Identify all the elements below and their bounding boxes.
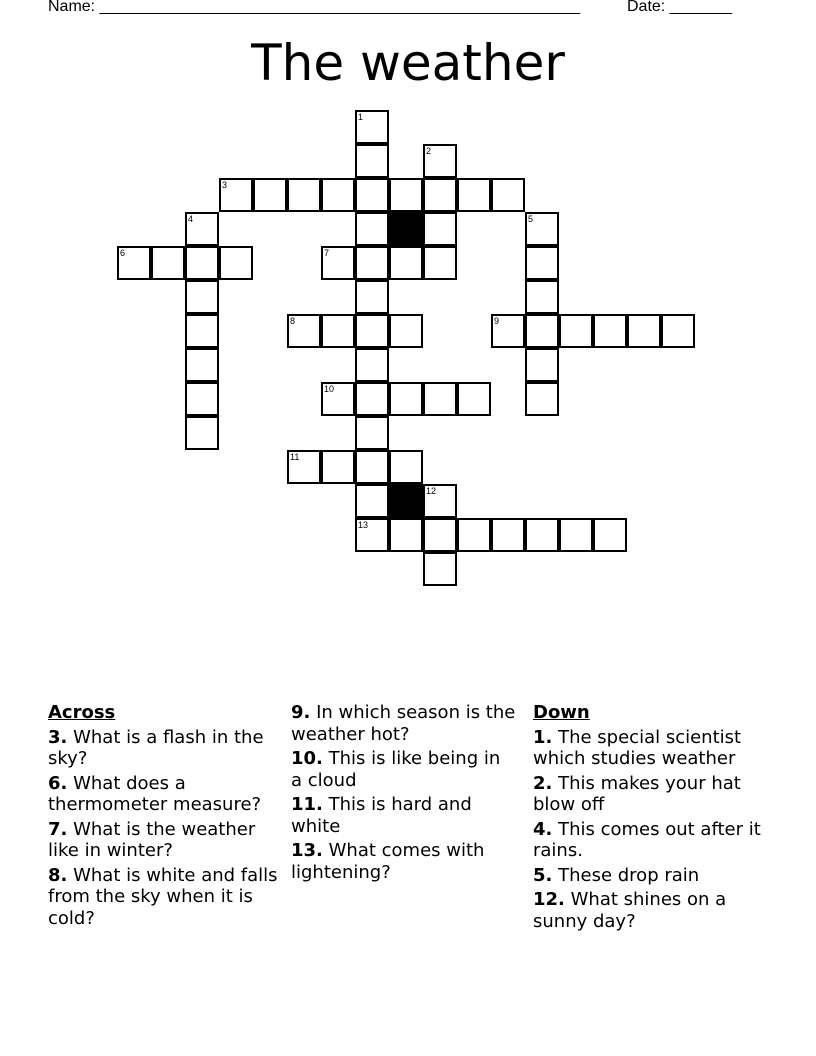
crossword-cell[interactable]	[627, 314, 661, 348]
clue-across-8: 8. What is white and falls from the sky when it is cold?	[48, 864, 278, 929]
clue-number: 3	[222, 180, 228, 190]
crossword-cell[interactable]	[423, 552, 457, 586]
crossword-cell[interactable]	[491, 178, 525, 212]
crossword-cell[interactable]	[423, 144, 457, 178]
crossword-cell[interactable]	[355, 144, 389, 178]
crossword-cell[interactable]	[355, 246, 389, 280]
across-clues	[48, 702, 284, 932]
clue-down-5: 5. These drop rain	[533, 864, 700, 886]
crossword-cell[interactable]	[185, 382, 219, 416]
clue-number: 10	[324, 384, 335, 394]
clue-number: 7	[324, 248, 330, 258]
crossword-cell[interactable]	[185, 314, 219, 348]
clue-number: 13	[358, 520, 369, 530]
clue-down-4: 4. This comes out after it rains.	[533, 818, 761, 861]
crossword-cell[interactable]	[355, 416, 389, 450]
crossword-cell[interactable]	[219, 178, 253, 212]
across-clues-continued	[291, 702, 516, 886]
clue-down-12: 12. What shines on a sunny day?	[533, 889, 727, 932]
crossword-cell[interactable]	[593, 314, 627, 348]
crossword-cell[interactable]	[287, 178, 321, 212]
crossword-cell[interactable]	[185, 348, 219, 382]
crossword-cell[interactable]	[185, 416, 219, 450]
clue-number: 11	[290, 452, 300, 462]
clue-down-2: 2. This makes your hat blow off	[533, 772, 741, 815]
crossword-cell[interactable]	[457, 178, 491, 212]
crossword-cell[interactable]	[185, 246, 219, 280]
clue-across-13: 13. What comes with lightening?	[291, 840, 485, 883]
crossword-cell[interactable]	[559, 518, 593, 552]
down-clues	[533, 702, 769, 935]
crossword-cell[interactable]	[355, 518, 389, 552]
crossword-cell[interactable]	[389, 518, 423, 552]
black-square	[389, 212, 423, 246]
clue-number: 1	[358, 112, 364, 122]
crossword-cell[interactable]	[389, 450, 423, 484]
crossword-cell[interactable]	[457, 518, 491, 552]
clue-across-6: 6. What does a thermometer measure?	[48, 772, 262, 815]
crossword-cell[interactable]	[151, 246, 185, 280]
crossword-cell[interactable]	[491, 518, 525, 552]
crossword-cell[interactable]	[185, 212, 219, 246]
clue-across-11: 11. This is hard and white	[291, 794, 472, 837]
crossword-cell[interactable]	[457, 382, 491, 416]
clue-across-9: 9. In which season is the weather hot?	[291, 702, 516, 745]
date-field-label: Date: _______	[627, 0, 732, 15]
crossword-cell[interactable]	[423, 484, 457, 518]
crossword-cell[interactable]	[185, 280, 219, 314]
crossword-cell[interactable]	[525, 518, 559, 552]
crossword-cell[interactable]	[321, 178, 355, 212]
crossword-cell[interactable]	[423, 246, 457, 280]
clue-number: 12	[426, 486, 437, 496]
crossword-cell[interactable]	[389, 314, 423, 348]
name-field-label: Name: ______________________________________________________	[48, 0, 581, 15]
crossword-cell[interactable]	[423, 178, 457, 212]
crossword-cell[interactable]	[593, 518, 627, 552]
crossword-cell[interactable]	[525, 280, 559, 314]
crossword-cell[interactable]	[423, 518, 457, 552]
crossword-cell[interactable]	[355, 484, 389, 518]
crossword-cell[interactable]	[321, 450, 355, 484]
crossword-cell[interactable]	[423, 212, 457, 246]
crossword-cell[interactable]	[355, 382, 389, 416]
crossword-cell[interactable]	[219, 246, 253, 280]
crossword-cell[interactable]	[355, 314, 389, 348]
crossword-cell[interactable]	[321, 246, 355, 280]
clue-number: 5	[528, 214, 534, 224]
crossword-cell[interactable]	[355, 212, 389, 246]
black-square	[389, 484, 423, 518]
clue-across-10: 10. This is like being in a cloud	[291, 748, 501, 791]
clue-number: 6	[120, 248, 126, 258]
crossword-cell[interactable]	[559, 314, 593, 348]
crossword-cell[interactable]	[321, 382, 355, 416]
crossword-cell[interactable]	[389, 382, 423, 416]
crossword-cell[interactable]	[661, 314, 695, 348]
clue-number: 4	[188, 214, 194, 224]
crossword-cell[interactable]	[491, 314, 525, 348]
crossword-cell[interactable]	[525, 246, 559, 280]
down-heading: Down	[533, 702, 590, 723]
clue-across-7: 7. What is the weather like in winter?	[48, 818, 256, 861]
clue-number: 2	[426, 146, 432, 156]
crossword-cell[interactable]	[355, 178, 389, 212]
crossword-cell[interactable]	[355, 280, 389, 314]
crossword-cell[interactable]	[525, 314, 559, 348]
crossword-cell[interactable]	[389, 178, 423, 212]
across-heading: Across	[48, 702, 116, 723]
page-title: The weather	[251, 34, 565, 92]
crossword-cell[interactable]	[287, 450, 321, 484]
crossword-cell[interactable]	[253, 178, 287, 212]
crossword-cell[interactable]	[355, 110, 389, 144]
clue-number: 8	[290, 316, 296, 326]
crossword-cell[interactable]	[321, 314, 355, 348]
crossword-cell[interactable]	[117, 246, 151, 280]
clue-across-3: 3. What is a flash in the sky?	[48, 726, 264, 769]
crossword-cell[interactable]	[525, 382, 559, 416]
crossword-cell[interactable]	[525, 348, 559, 382]
clue-number: 9	[494, 316, 500, 326]
crossword-cell[interactable]	[355, 450, 389, 484]
crossword-cell[interactable]	[423, 382, 457, 416]
clue-down-1: 1. The special scientist which studies weather	[533, 726, 742, 769]
crossword-cell[interactable]	[389, 246, 423, 280]
crossword-cell[interactable]	[287, 314, 321, 348]
crossword-cell[interactable]	[525, 212, 559, 246]
crossword-cell[interactable]	[355, 348, 389, 382]
